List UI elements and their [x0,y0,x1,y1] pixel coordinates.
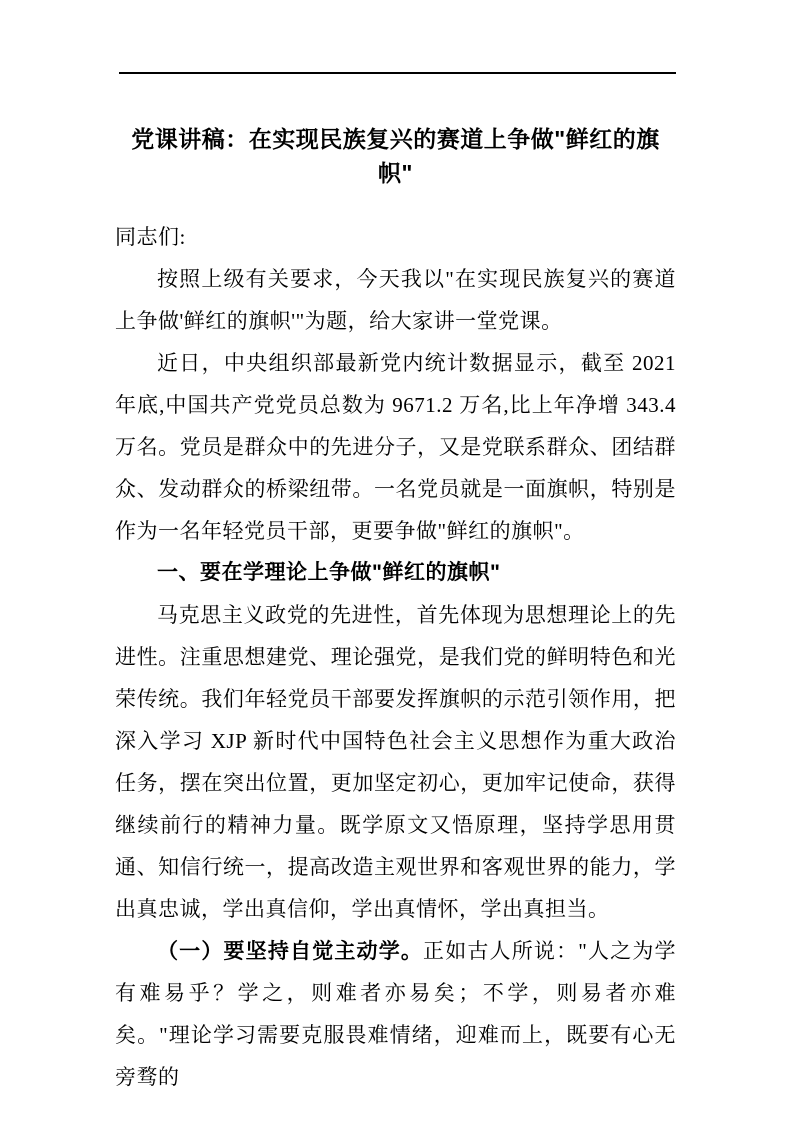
header-rule [119,72,676,74]
subsection-one-body: 正如古人所说："人之为学有难易乎？学之，则难者亦易矣；不学，则易者亦难矣。"理论学习需要克服畏难情绪，迎难而上，既要有心无旁骛的 [115,939,676,1089]
subsection-one-lead: （一）要坚持自觉主动学。 [157,939,424,963]
section-one-heading: 一、要在学理论上争做"鲜红的旗帜" [157,561,501,584]
paragraph-intro: 按照上级有关要求，今天我以"在实现民族复兴的赛道上争做'鲜红的旗帜'"为题，给大家讲一堂党课。 [115,267,676,333]
paragraph-statistics: 近日，中央组织部最新党内统计数据显示，截至 2021 年底,中国共产党党员总数为 9671.2 万名,比上年净增 343.4 万名。党员是群众中的先进分子，又是党联系群众、团结群众、发动群众的桥梁纽带。一名党员就是一面旗帜，特别是作为一名年轻党员干部，更要争做"鲜红的旗帜"。 [115,351,676,543]
document-title: 党课讲稿：在实现民族复兴的赛道上争做"鲜红的旗帜" [131,126,660,186]
paragraph-theory: 马克思主义政党的先进性，首先体现为思想理论上的先进性。注重思想建党、理论强党，是我们党的鲜明特色和光荣传统。我们年轻党员干部要发挥旗帜的示范引领作用，把深入学习 XJP 新时代中国特色社会主义思想作为重大政治任务，摆在突出位置，更加坚定初心，更加牢记使命，获得继续前行的精神力量。既学原文又悟原理，坚持学思用贯通、知信行统一，提高改造主观世界和客观世界的能力，学出真忠诚，学出真信仰，学出真情怀，学出真担当。 [115,603,676,921]
paragraph-subsection-one [115,930,676,1098]
salutation-line: 同志们: [115,225,186,249]
document-content [115,122,676,1098]
